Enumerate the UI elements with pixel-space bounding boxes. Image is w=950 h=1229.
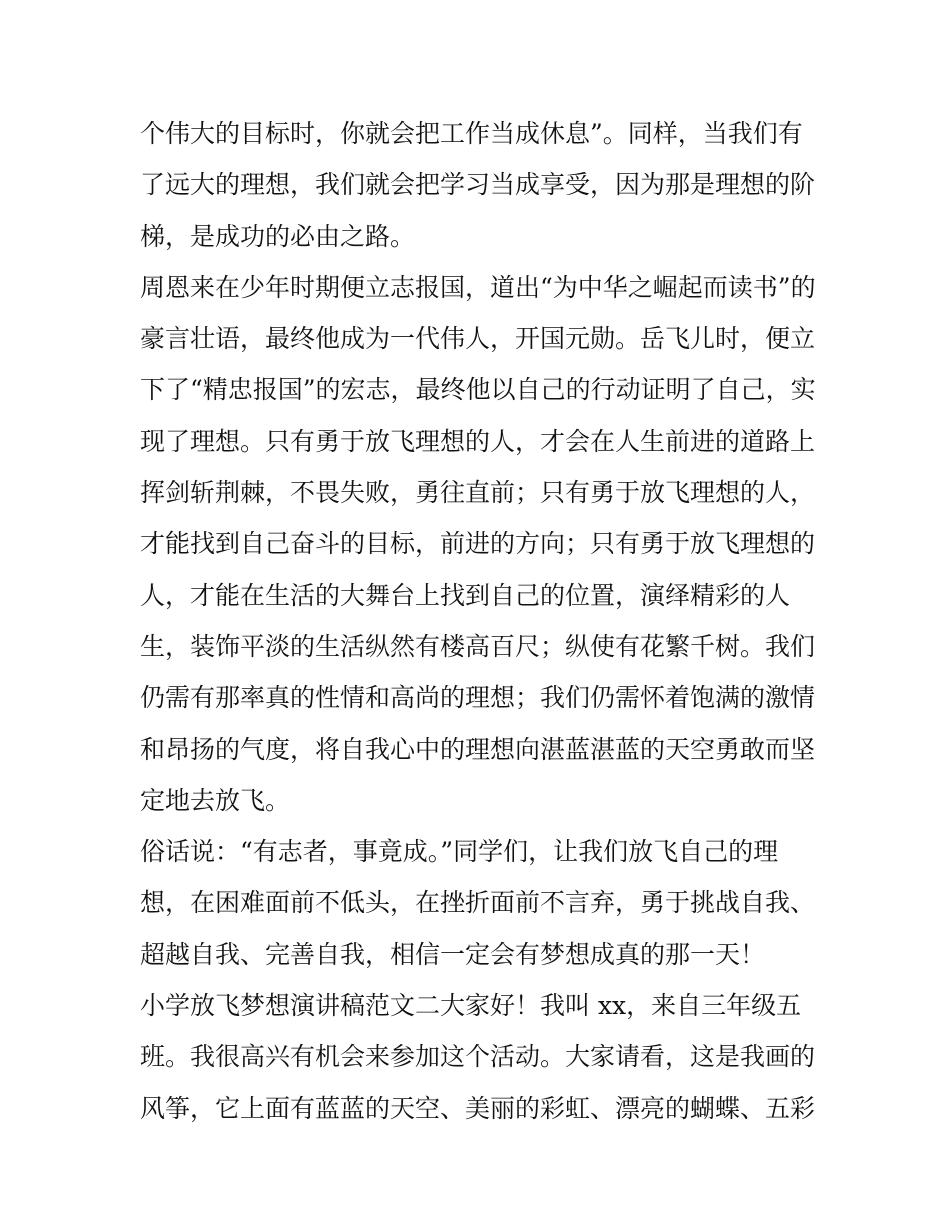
text-line: 周恩来在少年时期便立志报国，道出“为中华之崛起而读书”的 (140, 272, 816, 302)
text-line: 人，才能在生活的大舞台上找到自己的位置，演绎精彩的人 (140, 580, 791, 610)
text-line: 生，装饰平淡的生活纵然有楼高百尺；纵使有花繁千树。我们 (140, 631, 816, 661)
text-line: 梯，是成功的必由之路。 (140, 221, 416, 251)
text-line: 下了“精忠报国”的宏志，最终他以自己的行动证明了自己，实 (140, 375, 816, 405)
text-line: 现了理想。只有勇于放飞理想的人，才会在人生前进的道路上 (140, 426, 816, 456)
text-line: 想，在困难面前不低头，在挫折面前不言弃，勇于挑战自我、 (140, 888, 816, 918)
text-line: 超越自我、完善自我，相信一定会有梦想成真的那一天！ (140, 939, 766, 969)
text-line: 和昂扬的气度，将自我心中的理想向湛蓝湛蓝的天空勇敢而坚 (140, 734, 816, 764)
text-line: 小学放飞梦想演讲稿范文二大家好！我叫 xx，来自三年级五 (140, 991, 802, 1021)
document-body (140, 108, 820, 1134)
text-line: 班。我很高兴有机会来参加这个活动。大家请看，这是我画的 (140, 1042, 816, 1072)
text-line: 豪言壮语，最终他成为一代伟人，开国元勋。岳飞儿时，便立 (140, 324, 816, 354)
text-line: 定地去放飞。 (140, 785, 291, 815)
text-line: 了远大的理想，我们就会把学习当成享受，因为那是理想的阶 (140, 170, 816, 200)
text-line: 俗话说：“有志者，事竟成。”同学们，让我们放飞自己的理 (140, 837, 779, 867)
text-line: 才能找到自己奋斗的目标，前进的方向；只有勇于放飞理想的 (140, 529, 816, 559)
text-line: 个伟大的目标时，你就会把工作当成休息”。同样，当我们有 (140, 119, 803, 148)
text-line: 仍需有那率真的性情和高尚的理想；我们仍需怀着饱满的激情 (140, 683, 816, 713)
text-line: 挥剑斩荆棘，不畏失败，勇往直前；只有勇于放飞理想的人， (140, 478, 816, 508)
text-line: 风筝，它上面有蓝蓝的天空、美丽的彩虹、漂亮的蝴蝶、五彩 (140, 1093, 816, 1123)
